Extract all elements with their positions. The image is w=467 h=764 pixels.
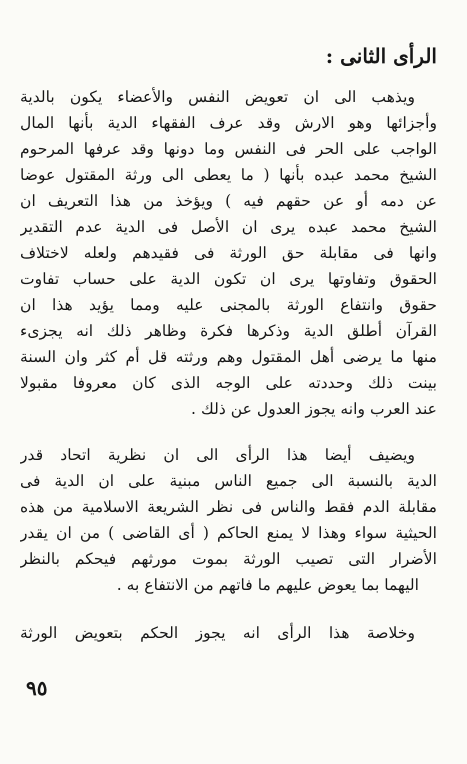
text-line: ويذهب الى ان تعويض النفس والأعضاء يكون بالدية xyxy=(20,88,415,106)
text-line: وأجزائها وهو الارش وقد عرف الفقهاء الدية بأنها المال xyxy=(20,114,437,132)
section-heading: الرأى الثانى : xyxy=(325,44,437,68)
text-line: اليهما بما يعوض عليهم ما فاتهم من الانتفاع به . xyxy=(116,576,419,594)
text-line: عن دمه أو عن حقهم فيه ) ويؤخذ من هذا التعريف ان xyxy=(20,192,437,210)
text-line: الواجب على الحر فى النفس وما دونها وقد عرفها المرحوم xyxy=(20,140,437,158)
text-line: ويضيف أيضا هذا الرأى الى ان نظرية اتحاد قدر xyxy=(20,446,415,464)
text-line: الدية بالنسبة الى جميع الناس مبنية على ان الدية فى xyxy=(20,472,437,490)
text-line: حقوق وانتفاع الورثة بالمجنى عليه ومما يؤيد هذا ان xyxy=(20,296,437,314)
text-line: بينت ذلك وحددته على الوجه الذى كان معروفا مقبولا xyxy=(20,374,437,392)
text-line: الحقوق وتفاوتها يرى ان تكون الدية على حساب تفاوت xyxy=(20,270,437,288)
text-line: الشيخ محمد عبده يرى ان الأصل فى الدية عدم التقدير xyxy=(20,218,437,236)
text-line: مقابلة الدم فقط والناس فى نظر الشريعة الاسلامية من هذه xyxy=(20,498,437,516)
paragraph-1 xyxy=(20,84,437,422)
text-line: عند العرب وانه يجوز العدول عن ذلك . xyxy=(191,400,437,418)
text-line: الحيثية سواء وهذا لا يمنع الحاكم ( أى القاضى ) من ان يقدر xyxy=(20,524,437,542)
paragraph-2 xyxy=(20,442,437,598)
paragraph-3 xyxy=(20,620,437,646)
text-line: منها ما يرضى أهل المقتول وهم ورثته قل أم كثر وان السنة xyxy=(20,348,437,366)
text-line: وخلاصة هذا الرأى انه يجوز الحكم بتعويض الورثة xyxy=(20,624,415,642)
text-line: وانها فى مقابلة حق الورثة فى فقيدهم ولعله لاختلاف xyxy=(20,244,437,262)
page-number: ٩٥ xyxy=(26,676,48,700)
text-line: الأضرار التى تصيب الورثة بموت مورثهم فيحكم بالنظر xyxy=(20,550,437,568)
text-line: الشيخ محمد عبده بأنها ( ما يعطى الى ورثة المقتول عوضا xyxy=(20,166,437,184)
text-line: القرآن أطلق الدية وذكرها فكرة وظاهر ذلك انه يجزىء xyxy=(20,322,437,340)
